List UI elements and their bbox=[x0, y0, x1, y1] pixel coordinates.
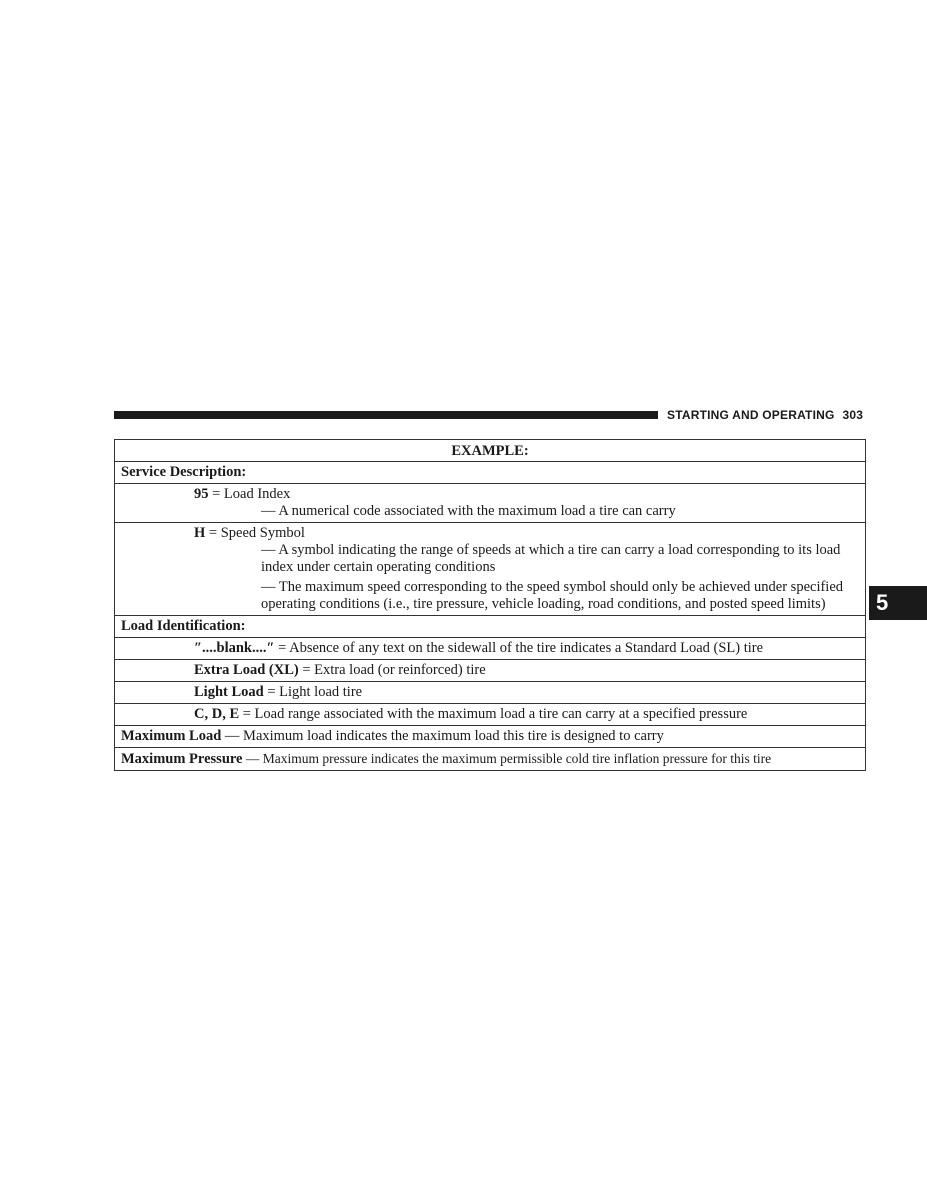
light-load-line bbox=[121, 684, 859, 701]
load-index-desc bbox=[121, 503, 859, 520]
load-index-desc-text: — A numerical code associated with the maximum load a tire can carry bbox=[261, 503, 676, 519]
speed-symbol-desc-1: — A symbol indicating the range of speeds at which a tire can carry a load corresponding to its load index under certain operating conditions bbox=[261, 542, 841, 575]
service-description-heading: Service Description: bbox=[115, 462, 865, 484]
light-load-term: Light Load bbox=[194, 684, 264, 700]
extra-load-term: Extra Load (XL) bbox=[194, 662, 299, 678]
page-number: 303 bbox=[842, 408, 864, 422]
load-range-term: C, D, E bbox=[194, 706, 240, 722]
maximum-pressure-text: — Maximum pressure indicates the maximum permissible cold tire inflation pressure for this tire bbox=[242, 751, 772, 766]
speed-symbol-desc bbox=[121, 542, 859, 613]
speed-symbol-desc-2: — The maximum speed corresponding to the speed symbol should only be achieved under specified operating conditions (i.e., tire pressure, vehicle loading, road conditions, and posted speed limits) bbox=[261, 579, 844, 612]
light-load-row bbox=[115, 682, 865, 704]
maximum-load-term: Maximum Load bbox=[121, 728, 222, 744]
blank-term: ″....blank....″ bbox=[194, 640, 275, 656]
section-title: STARTING AND OPERATING bbox=[667, 408, 835, 422]
extra-load-row bbox=[115, 660, 865, 682]
load-index-term: 95 bbox=[194, 486, 209, 502]
load-identification-heading: Load Identification: bbox=[115, 616, 865, 638]
tire-example-table bbox=[114, 439, 866, 771]
maximum-load-row bbox=[115, 726, 865, 748]
maximum-pressure-term: Maximum Pressure bbox=[121, 751, 243, 767]
extra-load-line bbox=[121, 662, 859, 679]
blank-row bbox=[115, 638, 865, 660]
blank-line bbox=[121, 640, 859, 657]
chapter-tab: 5 bbox=[869, 586, 927, 620]
load-range-row bbox=[115, 704, 865, 726]
header-rule bbox=[114, 411, 658, 419]
speed-symbol-line bbox=[121, 525, 859, 542]
load-index-line bbox=[121, 486, 859, 503]
speed-symbol-row bbox=[115, 523, 865, 616]
maximum-pressure-row bbox=[115, 748, 865, 770]
speed-symbol-text: = Speed Symbol bbox=[205, 525, 305, 541]
load-range-text: = Load range associated with the maximum load a tire can carry at a specified pressure bbox=[239, 706, 748, 722]
maximum-load-text: — Maximum load indicates the maximum load this tire is designed to carry bbox=[221, 728, 664, 744]
speed-symbol-term: H bbox=[194, 525, 206, 541]
load-index-row bbox=[115, 484, 865, 523]
extra-load-text: = Extra load (or reinforced) tire bbox=[298, 662, 486, 678]
light-load-text: = Light load tire bbox=[263, 684, 363, 700]
table-title: EXAMPLE: bbox=[115, 440, 865, 462]
load-range-line bbox=[121, 706, 859, 723]
blank-text: = Absence of any text on the sidewall of the tire indicates a Standard Load (SL) tire bbox=[274, 640, 764, 656]
running-header bbox=[667, 408, 863, 422]
load-index-text: = Load Index bbox=[208, 486, 291, 502]
